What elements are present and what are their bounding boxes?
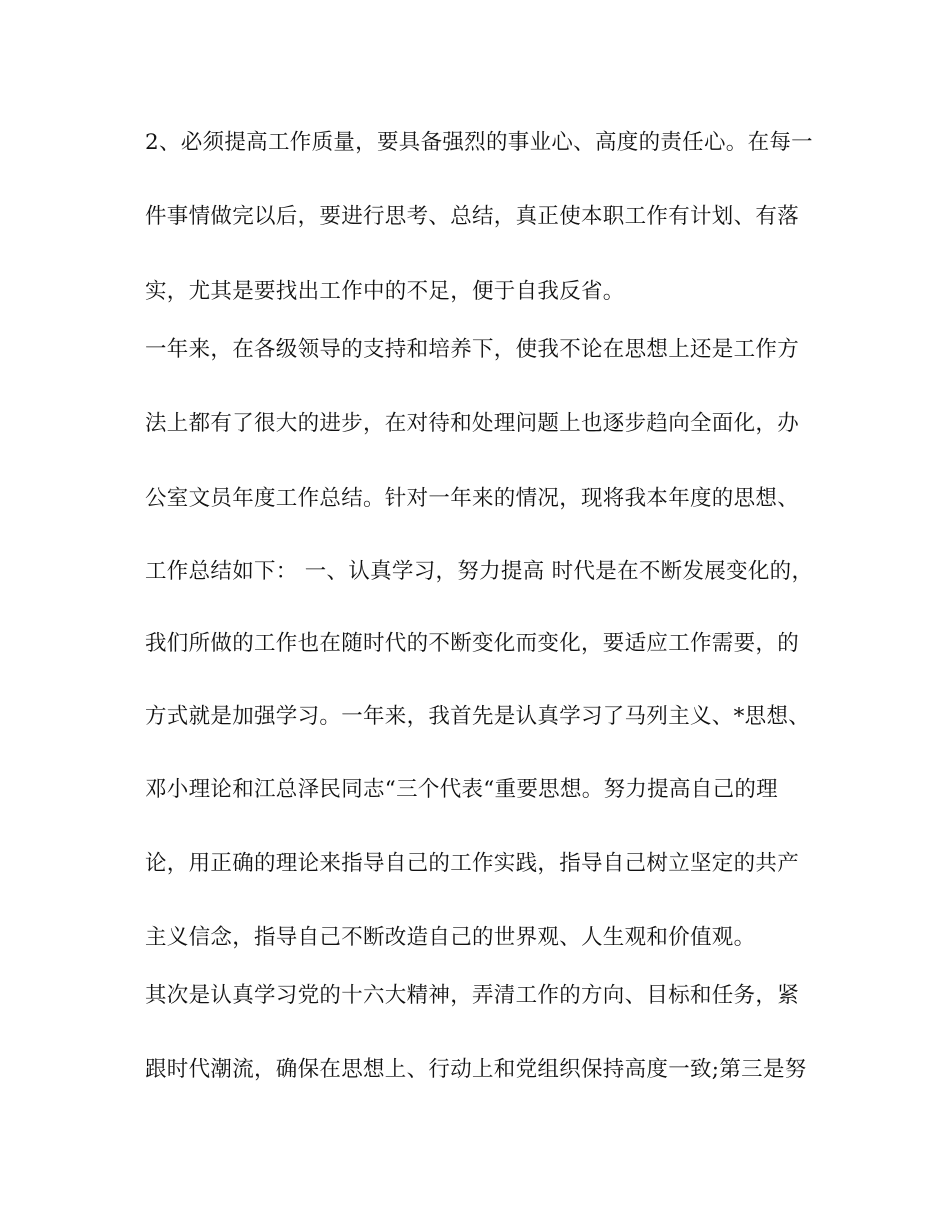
text-line: 主义信念，指导自己不断改造自己的世界观、人生观和价值观。 (145, 925, 756, 950)
text-line: 论，用正确的理论来指导自己的工作实践，指导自己树立坚定的共产 (145, 851, 800, 876)
text-line: 2、必须提高工作质量，要具备强烈的事业心、高度的责任心。在每一 (145, 130, 813, 155)
text-line: 工作总结如下： 一、认真学习，努力提高 时代是在不断发展变化的， (145, 559, 814, 584)
text-line: 法上都有了很大的进步，在对待和处理问题上也逐步趋向全面化，办 (145, 411, 800, 436)
text-line: 跟时代潮流，确保在思想上、行动上和党组织保持高度一致;第三是努 (145, 1057, 807, 1082)
text-line: 我们所做的工作也在随时代的不断变化而变化，要适应工作需要，的 (145, 631, 800, 656)
text-line: 其次是认真学习党的十六大精神，弄清工作的方向、目标和任务，紧 (145, 983, 800, 1008)
text-line: 邓小理论和江总泽民同志“三个代表“重要思想。努力提高自己的理 (145, 777, 778, 802)
text-line: 实，尤其是要找出工作中的不足，便于自我反省。 (145, 279, 625, 304)
text-line: 公室文员年度工作总结。针对一年来的情况，现将我本年度的思想、 (145, 486, 800, 511)
text-line: 方式就是加强学习。一年来，我首先是认真学习了马列主义、*思想、 (145, 704, 811, 729)
text-line: 一年来，在各级领导的支持和培养下，使我不论在思想上还是工作方 (145, 337, 800, 362)
text-line: 件事情做完以后，要进行思考、总结，真正使本职工作有计划、有落 (145, 204, 800, 229)
